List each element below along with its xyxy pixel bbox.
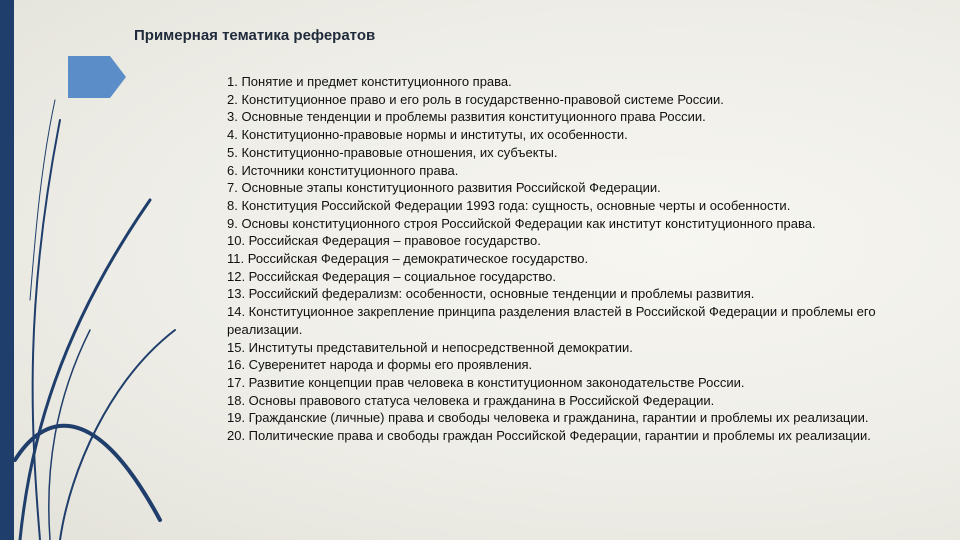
list-item: 6. Источники конституционного права. (227, 162, 459, 178)
list-item: 18. Основы правового статуса человека и гражданина в Российской Федерации. (227, 392, 715, 408)
list-item: 17. Развитие концепции прав человека в конституционном законодательстве России. (227, 374, 745, 390)
list-item: 9. Основы конституционного строя Российской Федерации как институт конституционного права. (227, 215, 816, 231)
list-item: 7. Основные этапы конституционного развития Российской Федерации. (227, 180, 661, 196)
list-item: 20. Политические права и свободы граждан Российской Федерации, гарантии и проблемы их реализации. (227, 428, 871, 444)
topic-list (227, 73, 932, 445)
list-item: 1. Понятие и предмет конституционного права. (227, 74, 512, 89)
blue-arrow-icon (68, 56, 126, 98)
list-item: 5. Конституционно-правовые отношения, их субъекты. (227, 144, 558, 160)
list-item: 4. Конституционно-правовые нормы и институты, их особенности. (227, 127, 628, 143)
list-item: 10. Российская Федерация – правовое государство. (227, 233, 541, 249)
list-item: 19. Гражданские (личные) права и свободы человека и гражданина, гарантии и проблемы их реализации. (227, 410, 869, 426)
list-item: 8. Конституция Российской Федерации 1993 года: сущность, основные черты и особенности. (227, 197, 791, 213)
list-item: 12. Российская Федерация – социальное государство. (227, 268, 556, 284)
list-item: 3. Основные тенденции и проблемы развития конституционного права России. (227, 109, 706, 125)
list-item: 16. Суверенитет народа и формы его проявления. (227, 357, 533, 373)
slide-title: Примерная тематика рефератов (134, 27, 376, 44)
list-item: 11. Российская Федерация – демократическое государство. (227, 251, 589, 267)
list-item: 14. Конституционное закрепление принципа разделения властей в Российской Федерации и проблемы его реализации. (227, 304, 876, 337)
list-item: 13. Российский федерализм: особенности, основные тенденции и проблемы развития. (227, 286, 755, 302)
list-item: 2. Конституционное право и его роль в государственно-правовой системе России. (227, 91, 724, 107)
list-item: 15. Институты представительной и непосредственной демократии. (227, 339, 633, 355)
